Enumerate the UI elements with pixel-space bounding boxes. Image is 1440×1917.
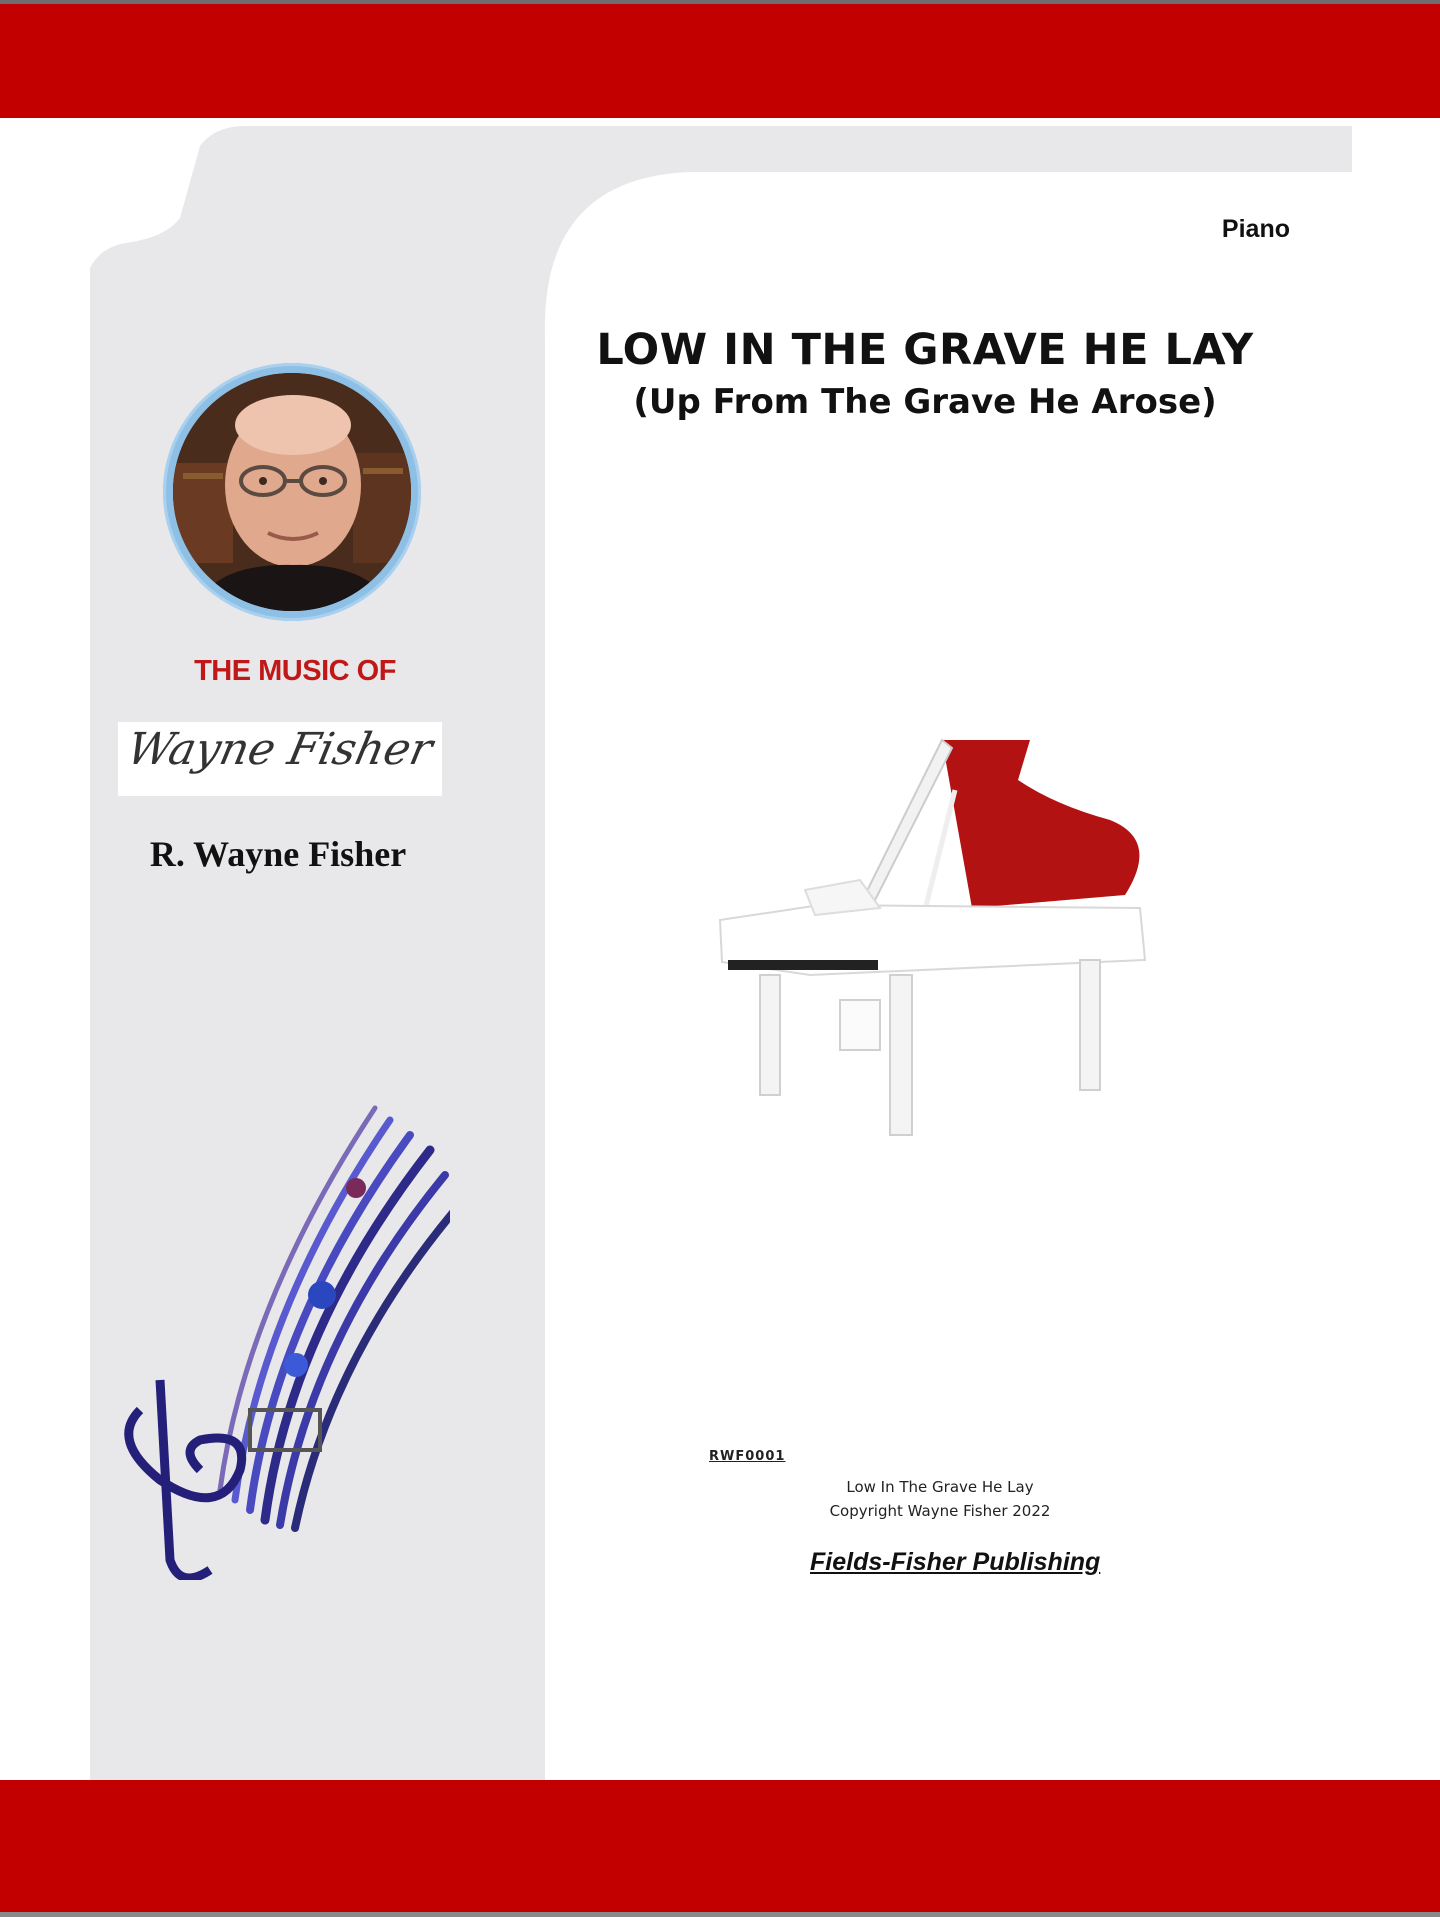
- top-red-band: [0, 0, 1440, 118]
- bottom-red-band: [0, 1780, 1440, 1917]
- top-border-line: [0, 0, 1440, 4]
- footer-work-title: Low In The Grave He Lay: [846, 1478, 1034, 1496]
- bottom-border-line: [0, 1912, 1440, 1917]
- instrument-label: Piano: [1221, 215, 1290, 243]
- page-subtitle: (Up From The Grave He Arose): [633, 382, 1217, 422]
- composer-portrait: [173, 373, 411, 611]
- signature-box: [118, 722, 442, 796]
- publisher-name: Fields-Fisher Publishing: [810, 1548, 1101, 1576]
- grand-piano-icon: [700, 730, 1150, 1170]
- composer-name: R. Wayne Fisher: [149, 834, 407, 874]
- signature: Wayne Fisher: [122, 724, 437, 775]
- music-staff-icon: [100, 1080, 450, 1580]
- catalog-number: RWF0001: [709, 1449, 786, 1464]
- copyright-notice: Copyright Wayne Fisher 2022: [829, 1502, 1051, 1520]
- music-of-label: THE MUSIC OF: [194, 655, 396, 687]
- page-title: LOW IN THE GRAVE HE LAY: [596, 325, 1254, 375]
